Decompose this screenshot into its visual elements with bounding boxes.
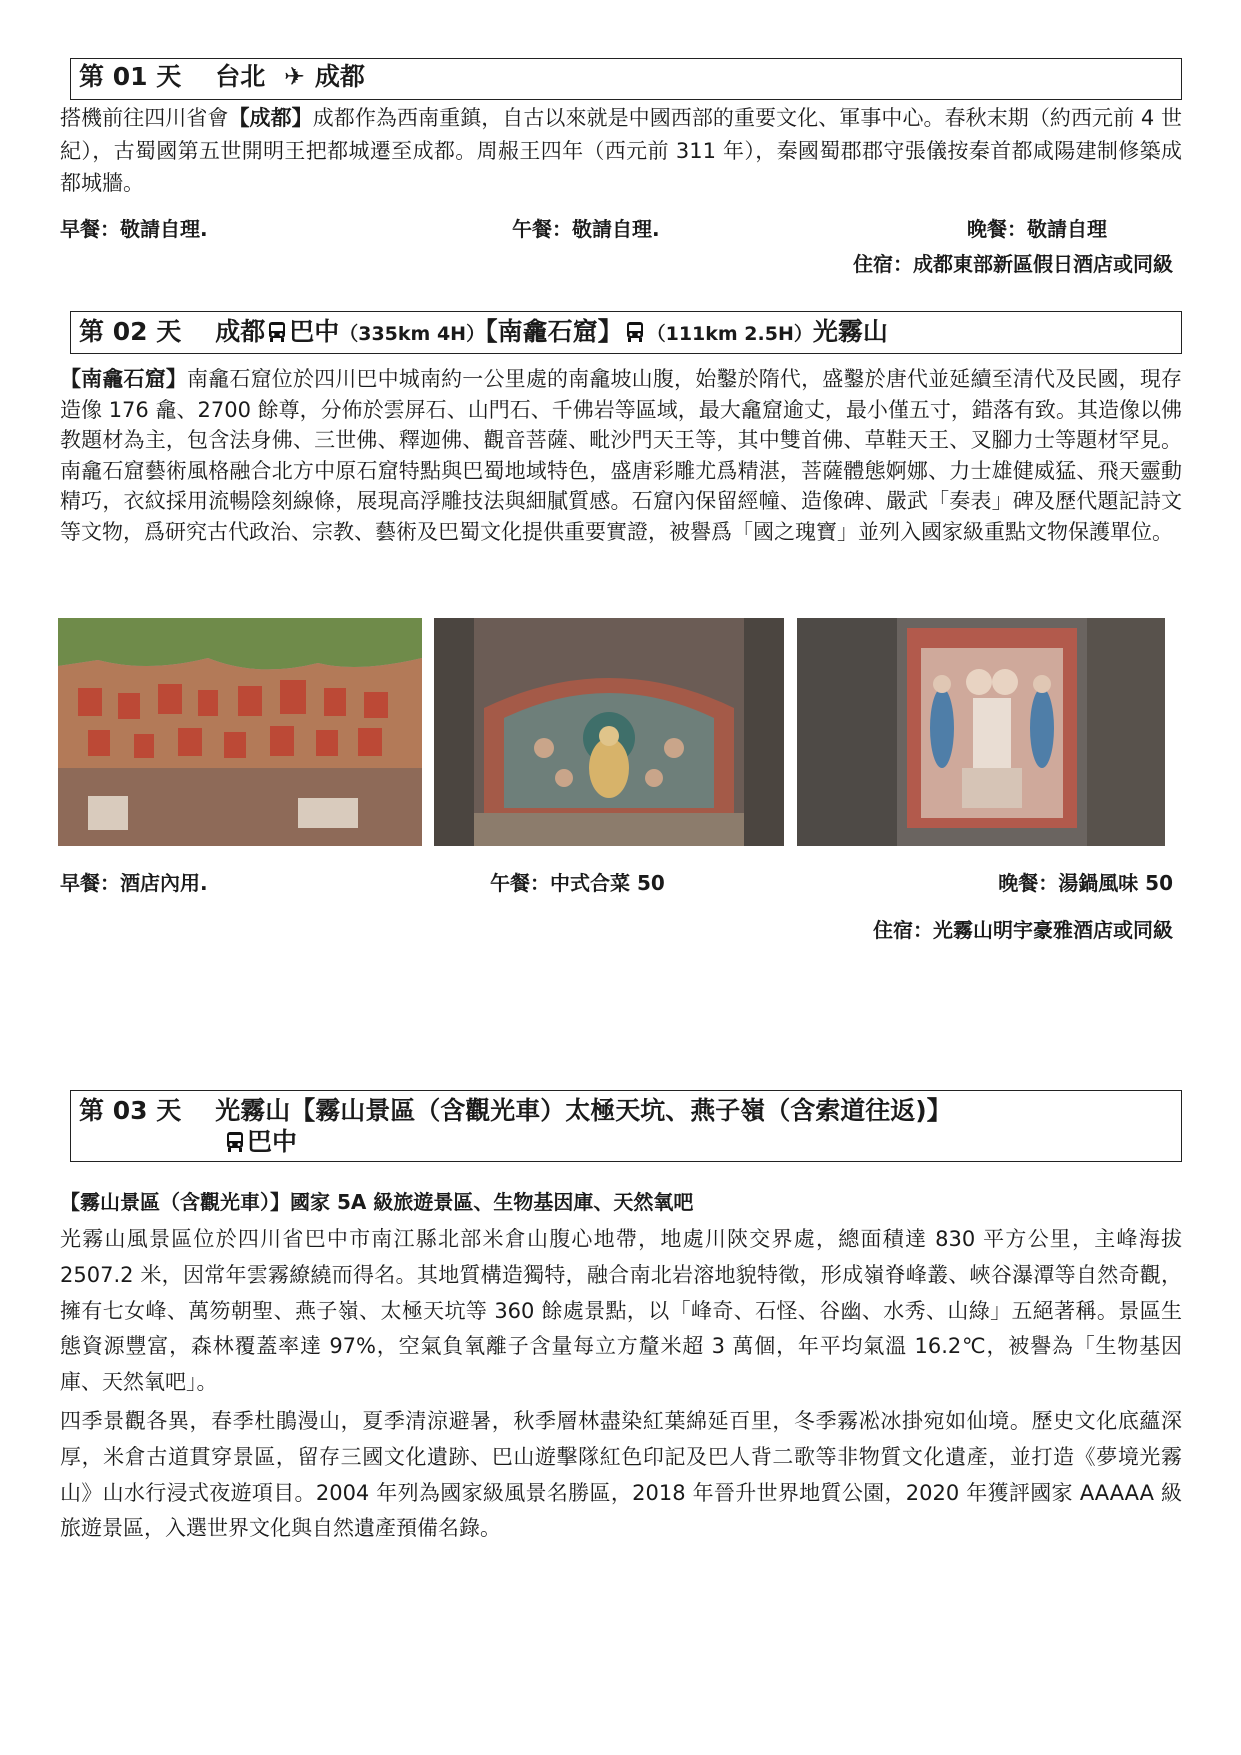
day3-header-line1 — [79, 1095, 1173, 1126]
photo-buddha-niche — [434, 618, 784, 846]
day1-lunch: 午餐：敬請自理. — [512, 217, 660, 241]
day1-desc-intro: 搭機前往四川省會 — [60, 106, 229, 130]
day1-breakfast: 早餐：敬請自理. — [60, 217, 208, 241]
day2-header — [70, 311, 1182, 354]
day2-distance1: （335km 4H） — [339, 323, 486, 345]
day1-route-to: 成都 — [314, 62, 365, 91]
day2-place2: 巴中 — [289, 317, 340, 346]
day1-hotel: 住宿：成都東部新區假日酒店或同級 — [853, 252, 1173, 276]
day3-subtitle: 【霧山景區（含觀光車）】國家 5A 級旅遊景區、生物基因庫、天然氧吧 — [60, 1190, 694, 1214]
day2-label: 第 02 天 — [79, 317, 182, 346]
day2-place1: 成都 — [215, 317, 266, 346]
day3-header — [70, 1090, 1182, 1162]
day2-attraction: 【南龕石窟】 — [485, 317, 623, 346]
day3-description-2: 四季景觀各異，春季杜鵑漫山，夏季清涼避暑，秋季層林盡染紅葉綿延百里，冬季霧凇冰掛宛如仙境。歷史文化底蘊深厚，米倉古道貫穿景區，留存三國文化遺跡、巴山遊擊隊紅色印記及巴人背二歌等非物質文化遺產，並打造《夢境光霧山》山水行浸式夜遊項目。2004 年列為國家級風景名勝區，2018 年晉升世界地質公園，2020 年獲評國家 AAAAA 級旅遊景區，入選世界文化與自然遺產預備名錄。 — [60, 1409, 1182, 1541]
day1-desc-rest: 成都作為西南重鎮，自古以來就是中國西部的重要文化、軍事中心。春秋末期（約西元前 4 世紀），古蜀國第五世開明王把都城遷至成都。周赧王四年（西元前 311 年），秦國蜀郡郡守張儀按秦首都咸陽建制修築成都城牆。 — [60, 106, 1182, 195]
day2-description — [60, 364, 1182, 547]
day1-header — [70, 58, 1182, 100]
day3-label: 第 03 天 — [79, 1096, 182, 1125]
day3-line2-place: 巴中 — [247, 1127, 298, 1156]
day2-hotel: 住宿：光霧山明宇豪雅酒店或同級 — [873, 918, 1173, 942]
day1-desc-bold: 【成都】 — [228, 106, 313, 130]
day3-title: 光霧山【霧山景區（含觀光車）太極天坑、燕子嶺（含索道往返)】 — [215, 1096, 952, 1125]
day1-route-from: 台北 — [215, 62, 266, 91]
bus-icon — [225, 1131, 245, 1153]
day2-lunch: 午餐：中式合菜 50 — [490, 871, 665, 895]
day2-distance2: （111km 2.5H） — [646, 323, 813, 345]
day2-dinner: 晚餐：湯鍋風味 50 — [998, 871, 1173, 895]
day2-place3: 光霧山 — [812, 317, 888, 346]
bus-icon — [625, 321, 645, 343]
day1-dinner: 晚餐：敬請自理 — [967, 217, 1107, 241]
day2-desc-rest: 南龕石窟位於四川巴中城南約一公里處的南龕坡山腹，始鑿於隋代，盛鑿於唐代並延續至清代及民國，現存造像 176 龕、2700 餘尊，分佈於雲屏石、山門石、千佛岩等區域，最大龕窟逾丈，最小僅五寸，錯落有致。其造像以佛教題材為主，包含法身佛、三世佛、釋迦佛、觀音菩薩、毗沙門天王等，其中雙首佛、草鞋天王、叉腳力士等題材罕見。南龕石窟藝術風格融合北方中原石窟特點與巴蜀地域特色，盛唐彩雕尤爲精湛，菩薩體態婀娜、力士雄健威猛、飛天靈動精巧，衣紋採用流暢陰刻線條，展現高浮雕技法與細膩質感。石窟內保留經幢、造像碑、嚴武「奏表」碑及歷代題記詩文等文物，爲研究古代政治、宗教、藝術及巴蜀文化提供重要實證，被譽爲「國之瑰寶」並列入國家級重點文物保護單位。 — [60, 367, 1183, 544]
bus-icon — [267, 321, 287, 343]
day2-desc-bold: 【南龕石窟】 — [60, 367, 188, 391]
photo-double-head-buddha — [797, 618, 1165, 846]
day1-label: 第 01 天 — [79, 62, 182, 91]
photo-cliff-niches — [58, 618, 422, 846]
day3-header-line2 — [79, 1126, 1173, 1157]
day2-breakfast: 早餐：酒店內用. — [60, 871, 208, 895]
day3-description-1: 光霧山風景區位於四川省巴中市南江縣北部米倉山腹心地帶，地處川陝交界處，總面積達 830 平方公里，主峰海拔 2507.2 米，因常年雲霧繚繞而得名。其地質構造獨特，融合南北岩溶地貌特徵，形成嶺脊峰叢、峽谷瀑潭等自然奇觀，擁有七女峰、萬笏朝聖、燕子嶺、太極天坑等 360 餘處景點，以「峰奇、石怪、谷幽、水秀、山綠」五絕著稱。景區生態資源豐富，森林覆蓋率達 97%，空氣負氧離子含量每立方釐米超 3 萬個，年平均氣溫 16.2℃，被譽為「生物基因庫、天然氧吧」。 — [60, 1227, 1182, 1395]
plane-icon: ✈ — [283, 62, 305, 91]
day1-description — [60, 102, 1182, 200]
